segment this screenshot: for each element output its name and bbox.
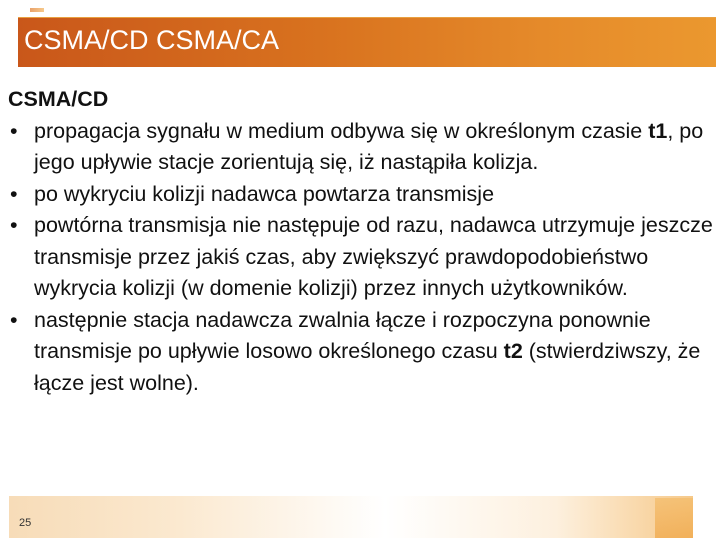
bullet-icon: •	[10, 307, 18, 332]
bullet-text: następnie stacja nadawcza zwalnia łącze i rozpoczyna ponownie transmisje po upływie losowo określonego czasu	[34, 307, 651, 363]
footer-accent	[655, 498, 693, 538]
slide-title: CSMA/CD CSMA/CA	[24, 25, 280, 55]
slide-content	[8, 84, 713, 399]
bullet-text: po wykryciu kolizji nadawca powtarza transmisje	[34, 181, 495, 206]
bullet-icon: •	[10, 181, 18, 206]
bullet-item	[8, 116, 713, 179]
bullet-text-continued: (stwierdziwszy, że łącze jest wolne).	[34, 339, 701, 395]
footer-bar	[9, 496, 693, 538]
bullet-icon: •	[10, 118, 18, 143]
bullet-bold-term: t2	[503, 339, 523, 363]
bullet-text-continued: , po jego upływie stacje zorientują się, iż nastąpiła kolizja.	[34, 118, 704, 174]
bullet-list	[8, 116, 713, 400]
bullet-text: propagacja sygnału w medium odbywa się w określonym czasie	[34, 118, 649, 143]
bullet-text: powtórna transmisja nie następuje od razu, nadawca utrzymuje jeszcze transmisje przez jakiś czas, aby zwiększyć prawdopodobieństwo wykrycia kolizji (w domenie kolizji) przez innych użytkowników.	[34, 213, 713, 300]
bullet-icon: •	[10, 213, 18, 237]
bullet-item	[8, 305, 713, 400]
bullet-item	[8, 210, 713, 305]
section-heading: CSMA/CD	[8, 87, 109, 111]
page-number: 25	[19, 517, 32, 529]
bullet-bold-term: t1	[648, 118, 668, 143]
bullet-item	[8, 179, 713, 211]
title-decoration	[30, 8, 44, 12]
